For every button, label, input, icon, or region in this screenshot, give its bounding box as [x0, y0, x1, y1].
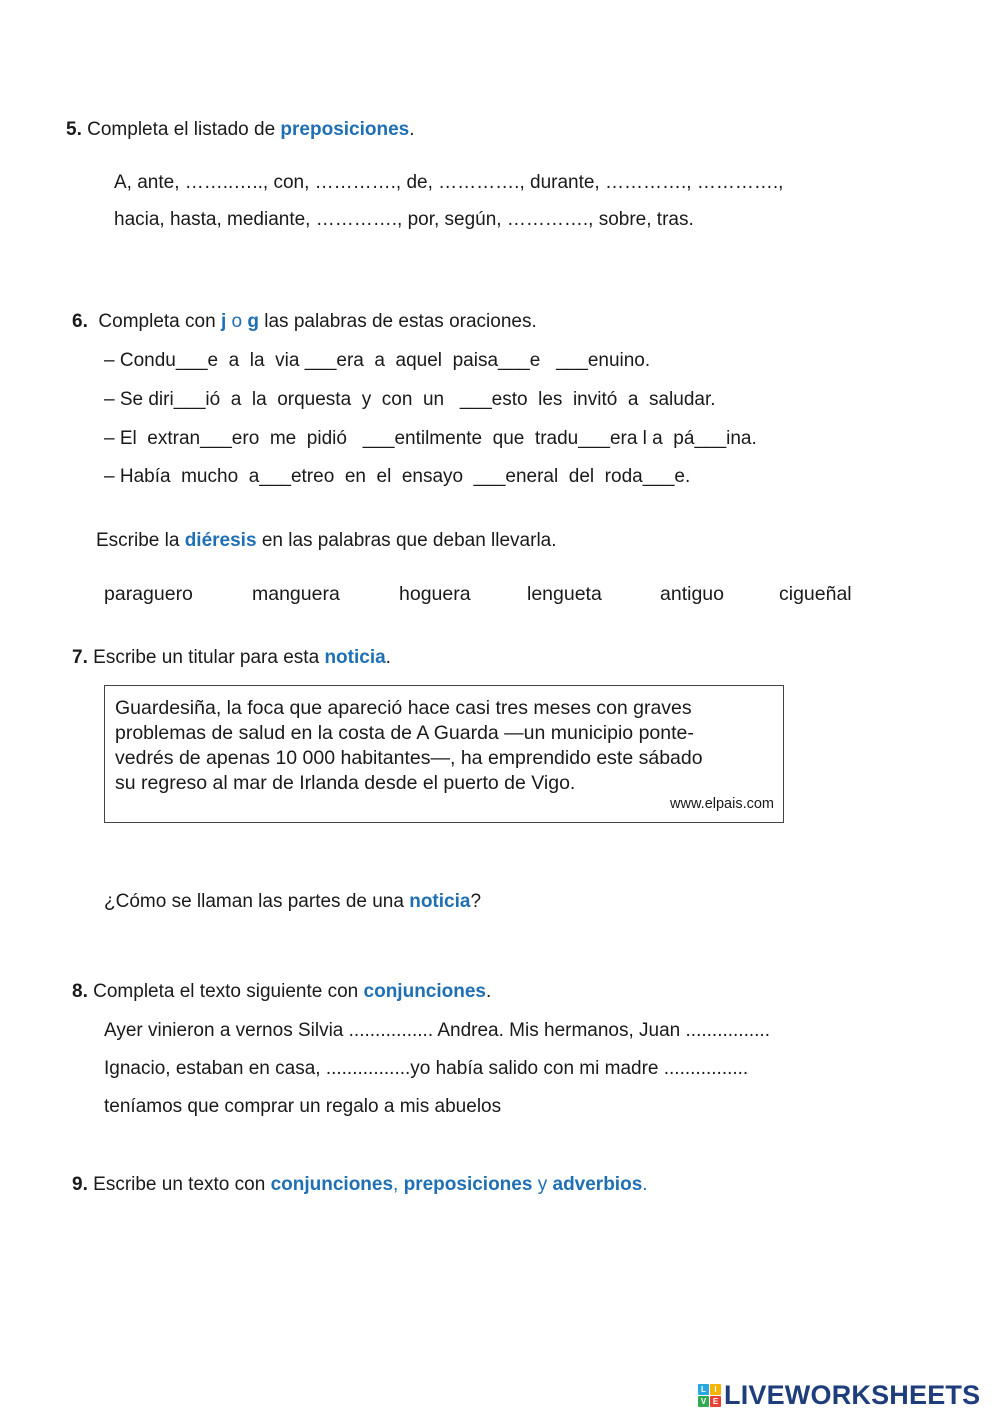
q8-keyword: conjunciones: [363, 981, 486, 1002]
q6-text: Completa con: [98, 311, 216, 332]
q6-title: [72, 311, 537, 333]
q8-line-3: teníamos que comprar un regalo a mis abuelos: [104, 1096, 502, 1117]
logo-square: V: [698, 1396, 709, 1407]
news-box: [104, 685, 784, 823]
word-item: cigueñal: [779, 583, 852, 605]
q7-title: [72, 647, 391, 669]
parts-keyword: noticia: [409, 891, 471, 912]
news-line: vedrés de apenas 10 000 habitantes—, ha emprendido este sábado: [115, 747, 703, 769]
q9-number: 9.: [72, 1174, 88, 1195]
word-item: manguera: [252, 583, 340, 605]
q9-comma: ,: [393, 1174, 399, 1195]
q9-keyword-2: preposiciones: [403, 1174, 533, 1195]
q8-line-1: Ayer vinieron a vernos Silvia ................ Andrea. Mis hermanos, Juan ................: [104, 1020, 770, 1041]
q5-text: Completa el listado de: [87, 119, 276, 140]
logo-icon: [698, 1384, 721, 1407]
dieresis-text-after: en las palabras que deban llevarla.: [261, 530, 557, 551]
q8-line-2: Ignacio, estaban en casa, ................yo había salido con mi madre ................: [104, 1058, 749, 1079]
dieresis-keyword: diéresis: [184, 530, 257, 551]
dieresis-text: Escribe la: [96, 530, 180, 551]
word-item: paraguero: [104, 583, 193, 605]
parts-text: ¿Cómo se llaman las partes de una: [104, 891, 404, 912]
news-parts-question: [104, 891, 481, 913]
q5-number: 5.: [66, 119, 82, 140]
q5-period: .: [409, 119, 415, 140]
dieresis-instruction: [96, 530, 557, 552]
logo-square: E: [710, 1396, 721, 1407]
q9-text: Escribe un texto con: [93, 1174, 266, 1195]
q6-number: 6.: [72, 311, 88, 332]
logo-square: I: [710, 1384, 721, 1395]
q8-period: .: [486, 981, 492, 1002]
news-line: su regreso al mar de Irlanda desde el puerto de Vigo.: [115, 772, 576, 794]
q5-line-2: hacia, hasta, mediante, …………., por, según, …………., sobre, tras.: [114, 209, 694, 230]
q9-title: [72, 1174, 648, 1196]
word-item: hoguera: [399, 583, 471, 605]
q9-connector: y: [537, 1174, 548, 1195]
word-item: lengueta: [527, 583, 602, 605]
q7-keyword: noticia: [324, 647, 386, 668]
q7-text: Escribe un titular para esta: [93, 647, 320, 668]
q6-letter-j: j: [220, 311, 227, 332]
q9-period: .: [642, 1174, 648, 1195]
q8-text: Completa el texto siguiente con: [93, 981, 359, 1002]
q6-sentence-3: – El extran___ero me pidió ___entilmente que tradu___era l a pá___ina.: [104, 428, 757, 449]
logo-square: L: [698, 1384, 709, 1395]
q5-keyword: preposiciones: [280, 119, 410, 140]
q7-number: 7.: [72, 647, 88, 668]
logo-text: LIVEWORKSHEETS: [724, 1379, 981, 1410]
q5-line-1: A, ante, ……..….., con, …………., de, …………., durante, …………., ………….,: [114, 172, 784, 193]
news-source: www.elpais.com: [670, 796, 774, 812]
q5-title: [66, 119, 415, 141]
parts-question-mark: ?: [470, 891, 482, 912]
q9-keyword-3: adverbios: [552, 1174, 643, 1195]
q6-connector: o: [231, 311, 243, 332]
q6-sentence-1: – Condu___e a la via ___era a aquel paisa___e ___enuino.: [104, 350, 651, 371]
q6-sentence-2: – Se diri___ió a la orquesta y con un ___esto les invitó a saludar.: [104, 389, 716, 410]
q7-period: .: [385, 647, 391, 668]
q9-keyword-1: conjunciones: [270, 1174, 394, 1195]
q6-letter-g: g: [247, 311, 259, 332]
q6-text-after: las palabras de estas oraciones.: [264, 311, 537, 332]
word-item: antiguo: [660, 583, 724, 605]
q8-title: [72, 981, 491, 1003]
q6-sentence-4: – Había mucho a___etreo en el ensayo ___eneral del roda___e.: [104, 466, 691, 487]
news-line: Guardesiña, la foca que apareció hace casi tres meses con graves: [115, 697, 692, 719]
news-line: problemas de salud en la costa de A Guarda —un municipio ponte-: [115, 722, 694, 744]
q8-number: 8.: [72, 981, 88, 1002]
liveworksheets-logo: [698, 1378, 980, 1412]
